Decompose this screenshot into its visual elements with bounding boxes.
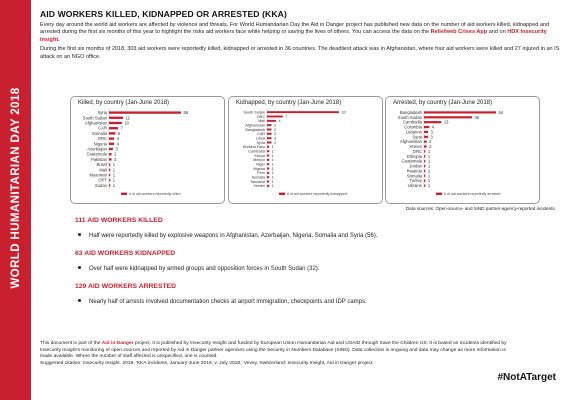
kidnapped-bullet-text: Over half were kidnapped by armed groups and opposition forces in South Sudan (32). (89, 266, 320, 272)
arrested-category-label-colombia: Colombia (404, 124, 422, 130)
intro-text-1a: Every day around the world aid workers are affected by violence and threats. For World Humanitarian Day the Aid in Danger project has published new data on the number of aid workers killed, kidnapped and arrested during the first six months of this year to highlight the risks aid workers face while helping or saving the lives of others. You can access the data on the (40, 22, 550, 36)
killed-category-label-somalia: Somalia (91, 130, 107, 136)
killed-bar-guatemala (109, 153, 112, 155)
kidnapped-category-label-afghanistan: Afghanistan (245, 123, 265, 128)
kidnapped-category-label-libya: Libya (256, 136, 265, 141)
killed-value-label-azerbaijan: 3 (115, 146, 118, 152)
arrested-value-label-jordan: 1 (427, 163, 431, 169)
killed-value-label-brazil: 1 (112, 162, 116, 168)
arrested-bar-yemen (424, 145, 427, 147)
killed-chart-title: Killed, by country (Jan-June 2018) (78, 100, 170, 106)
arrested-bar-bangladesh (424, 111, 496, 113)
killed-value-label-sudan: 1 (112, 182, 116, 188)
kidnapped-value-label-mexico: 1 (271, 158, 274, 163)
arrested-value-label-ukraine: 1 (427, 183, 431, 189)
arrested-value-label-yemen: 2 (429, 144, 432, 150)
killed-bar-car (109, 127, 118, 129)
kidnapped-value-label-niger: 1 (271, 162, 274, 167)
arrested-bar-guatemala (424, 160, 425, 162)
kidnapped-chart-title: Kidnapped, by country (Jan-June 2018) (236, 100, 342, 106)
killed-bar-myanmar (109, 174, 110, 176)
arrested-value-label-afghanistan: 2 (429, 139, 432, 145)
arrested-chart-panel (385, 96, 540, 204)
arrested-category-label-cambodia: Cambodia (402, 119, 422, 125)
killed-bullet (78, 233, 378, 239)
killed-category-label-drc: DRC (97, 136, 107, 142)
kidnapped-category-label-car: CAR (257, 132, 265, 137)
arrested-value-label-somalia: 1 (427, 173, 431, 179)
arrested-bar-ukraine (424, 184, 425, 186)
arrested-value-label-ethiopia: 1 (427, 153, 431, 159)
kidnapped-category-label-niger: Niger (256, 162, 265, 167)
intro-paragraph-2: During the first six months of 2018, 303 aid workers were reportedly killed, kidnapped or arrested in 36 countries. The deadliest attack was in Afghanistan, where four aid workers were killed and 27 injured in an IS attack on an NGO office. (40, 46, 560, 60)
arrested-category-label-bangladesh: Bangladesh (399, 109, 422, 115)
kidnapped-chart (229, 97, 384, 205)
kidnapped-bar-cambodia (267, 150, 269, 152)
arrested-category-label-syria: Syria (412, 134, 422, 140)
bullet-dot (78, 233, 81, 236)
killed-bar-afghanistan (109, 122, 122, 124)
arrested-category-label-rwanda: Rwanda (406, 168, 422, 174)
kidnapped-category-label-drc: DRC (256, 114, 265, 119)
arrested-value-label-rwanda: 1 (427, 168, 431, 174)
footer-text-a: This document is part of the (40, 341, 102, 346)
kidnapped-category-label-kenya: Kenya (254, 153, 265, 158)
arrested-legend-label: # of aid workers reportedly arrested (444, 192, 501, 196)
arrested-category-label-south-sudan: South Sudan (397, 114, 422, 120)
killed-category-label-south-sudan: South Sudan (82, 115, 107, 121)
killed-chart (71, 97, 226, 205)
killed-value-label-myanmar: 1 (112, 172, 116, 178)
kidnapped-chart-panel (228, 96, 383, 204)
killed-category-label-opt: OPT (98, 177, 107, 183)
killed-category-label-mali: Mali (99, 167, 107, 173)
arrested-category-label-lebanon: Lebanon (405, 129, 422, 135)
killed-value-label-south-sudan: 11 (125, 115, 131, 121)
arrested-value-label-guatemala: 1 (427, 158, 431, 164)
kidnapped-bar-kenya (267, 155, 269, 157)
killed-category-label-brazil: Brazil (96, 162, 107, 168)
arrested-category-label-turkey: Turkey (409, 178, 422, 184)
arrested-value-label-drc: 1 (427, 148, 431, 154)
hdx-link[interactable]: HDX Insecurity Insight. (40, 29, 547, 43)
kidnapped-category-label-syria: Syria (256, 140, 265, 145)
arrested-bar-rwanda (424, 170, 425, 172)
kidnapped-bar-syria (267, 142, 272, 144)
arrested-chart (386, 97, 541, 205)
killed-value-label-drc: 4 (116, 136, 119, 142)
killed-category-label-azerbaijan: Azerbaijan (87, 146, 107, 152)
kidnapped-category-label-mali: Mali (258, 119, 265, 124)
killed-value-label-nigeria: 4 (116, 141, 119, 147)
footer-paragraph (40, 341, 510, 361)
kidnapped-value-label-bangladesh: 2 (274, 127, 277, 132)
kidnapped-value-label-libya: 2 (274, 136, 277, 141)
arrested-bar-somalia (424, 175, 425, 177)
kidnapped-bar-mexico (267, 159, 269, 161)
kidnapped-category-label-peru: Peru (257, 171, 265, 176)
arrested-bar-syria (424, 136, 428, 138)
kidnapped-value-label-afghanistan: 2 (274, 123, 277, 128)
arrested-bar-turkey (424, 180, 425, 182)
footer-text (40, 341, 510, 367)
footer-citation: Suggested citation: Insecurity Insight. 2018. 'KKA incidents, January-June 2018, v. July 2018.' Vevey, Switzerland: Insecurity Insight, Aid in Danger project. (40, 360, 374, 366)
kidnapped-heading: 63 AID WORKERS KIDNAPPED (75, 250, 176, 257)
arrested-category-label-somalia: Somalia (406, 173, 422, 179)
page-title: AID WORKERS KILLED, KIDNAPPED OR ARRESTED (KKA) (40, 9, 287, 19)
kidnapped-bar-mali (267, 120, 276, 122)
arrested-bar-ethiopia (424, 155, 425, 157)
arrested-bullet (78, 299, 367, 305)
kidnapped-legend-swatch (279, 193, 285, 195)
arrested-legend-swatch (436, 193, 442, 195)
intro-paragraph-1 (40, 22, 560, 44)
kidnapped-category-label-south-sudan: South Sudan (243, 110, 265, 115)
arrested-value-label-colombia: 4 (431, 124, 435, 130)
kidnapped-bar-nigeria (267, 168, 269, 170)
killed-bar-south-sudan (109, 117, 123, 119)
kidnapped-value-label-tanzania: 1 (271, 179, 274, 184)
arrested-category-label-ethiopia: Ethiopia (406, 153, 422, 159)
killed-value-label-pakistan: 2 (114, 156, 117, 162)
killed-value-label-syria: 56 (183, 110, 189, 116)
arrested-bar-jordan (424, 165, 425, 167)
killed-legend-swatch (121, 193, 127, 195)
kidnapped-value-label-syria: 2 (274, 140, 277, 145)
arrested-category-label-jordan: Jordan (409, 163, 422, 169)
killed-category-label-nigeria: Nigeria (93, 141, 107, 147)
arrested-category-label-ukraine: Ukraine (407, 183, 422, 189)
kidnapped-category-label-burkina-faso: Burkina Faso (243, 145, 265, 150)
arrested-bar-afghanistan (424, 141, 427, 143)
bullet-dot (78, 299, 81, 302)
arrested-value-label-syria: 3 (430, 134, 433, 140)
killed-value-label-afghanistan: 10 (124, 120, 130, 126)
killed-value-label-guatemala: 2 (114, 151, 117, 157)
kidnapped-value-label-nigeria: 1 (271, 166, 274, 171)
arrested-category-label-guatemala: Guatemala (401, 158, 422, 164)
arrested-bar-lebanon (424, 131, 428, 133)
killed-chart-panel (70, 96, 225, 204)
kidnapped-bar-yemen (267, 185, 269, 187)
kidnapped-value-label-car: 2 (274, 132, 277, 137)
hashtag: #NotATarget (497, 372, 556, 383)
kidnapped-value-label-south-sudan: 32 (341, 110, 346, 115)
killed-bar-drc (109, 137, 114, 139)
kidnapped-category-label-tanzania: Tanzania (250, 179, 265, 184)
kidnapped-bar-south-sudan (267, 111, 339, 113)
killed-value-label-opt: 1 (112, 177, 116, 183)
kidnapped-category-label-mexico: Mexico (253, 158, 265, 163)
arrested-bar-cambodia (424, 121, 441, 123)
kidnapped-category-label-yemen: Yemen (253, 184, 265, 189)
kidnapped-value-label-yemen: 1 (271, 184, 274, 189)
sidebar-banner (0, 0, 31, 400)
bullet-dot (78, 266, 81, 269)
kidnapped-bar-bangladesh (267, 129, 272, 131)
killed-bar-sudan (109, 184, 110, 186)
aid-in-danger-link[interactable]: Aid in Danger (101, 341, 134, 346)
kidnapped-bar-niger (267, 163, 269, 165)
footer-text-b: project. It is published by Insecurity Insight and funded by European Union Humanitarian Aid and USAID through Save the Children US. It is based on incidents identified by Insecurity Insight's monitoring of open sources and reported by Aid in Danger partner agencies using the Security in Numbers Database (SiND). Data collection is ongoing and data may change as more information is made available. Where the number of staff affected is unspecified, one is counted. (40, 341, 507, 360)
killed-bar-mali (109, 169, 110, 171)
killed-value-label-mali: 1 (112, 167, 116, 173)
arrested-heading: 129 AID WORKERS ARRESTED (75, 283, 177, 290)
killed-category-label-afghanistan: Afghanistan (84, 120, 107, 126)
killed-bar-syria (109, 111, 181, 113)
kidnapped-bar-burkina-faso (267, 146, 269, 148)
killed-value-label-car: 7 (120, 125, 123, 131)
arrested-value-label-turkey: 1 (427, 178, 431, 184)
killed-category-label-car: CAR (98, 125, 107, 131)
sidebar-label: WORLD HUMANITARIAN DAY 2018 (9, 87, 22, 289)
kidnapped-bar-peru (267, 172, 269, 174)
intro-text (40, 22, 560, 63)
arrested-value-label-lebanon: 3 (430, 129, 433, 135)
kidnapped-bar-libya (267, 137, 272, 139)
killed-value-label-somalia: 5 (117, 130, 121, 136)
killed-bar-nigeria (109, 143, 114, 145)
kidnapped-category-label-bangladesh: Bangladesh (245, 127, 265, 132)
kidnapped-bar-tanzania (267, 181, 269, 183)
killed-bar-pakistan (109, 158, 112, 160)
kidnapped-category-label-cambodia: Cambodia (248, 149, 265, 154)
kidnapped-bullet (78, 266, 319, 272)
killed-category-label-guatemala: Guatemala (86, 151, 107, 157)
killed-category-label-myanmar: Myanmar (89, 172, 107, 178)
kidnapped-value-label-cambodia: 1 (271, 149, 274, 154)
killed-heading: 111 AID WORKERS KILLED (75, 217, 163, 224)
intro-text-1b: and on (487, 29, 508, 36)
killed-bar-brazil (109, 163, 110, 165)
arrested-category-label-afghanistan: Afghanistan (399, 139, 422, 145)
kidnapped-value-label-somalia: 1 (271, 175, 274, 180)
kidnapped-legend-label: # of aid workers reportedly kidnapped (287, 192, 347, 196)
arrested-category-label-yemen: Yemen (409, 144, 422, 150)
arrested-bullet-text: Nearly half of arrests involved documentation checks at airport immigration, checkpoints and IDP camps. (89, 299, 367, 305)
kidnapped-bar-afghanistan (267, 124, 272, 126)
kidnapped-value-label-mali: 4 (278, 119, 281, 124)
data-sources-note: Data sources: Open-source- and SiND partner-agency-reported incidents. (405, 206, 556, 211)
reliefweb-link[interactable]: Reliefweb Crises App (430, 29, 488, 36)
arrested-chart-title: Arrested, by country (Jan-June 2018) (393, 100, 493, 106)
kidnapped-bar-car (267, 133, 272, 135)
kidnapped-category-label-somalia: Somalia (251, 175, 265, 180)
killed-bar-opt (109, 179, 110, 181)
arrested-bar-drc (424, 150, 425, 152)
killed-category-label-pakistan: Pakistan (90, 156, 107, 162)
kidnapped-value-label-peru: 1 (271, 171, 274, 176)
killed-category-label-syria: Syria (97, 110, 107, 116)
kidnapped-bar-drc (267, 116, 283, 118)
killed-bar-azerbaijan (109, 148, 113, 150)
arrested-value-label-cambodia: 13 (443, 119, 449, 125)
killed-bar-somalia (109, 132, 115, 134)
kidnapped-value-label-drc: 7 (285, 114, 288, 119)
killed-bullet-text: Half were reportedly killed by explosive weapons in Afghanistan, Azerbaijan, Nigeria, Somalia and Syria (56). (89, 233, 378, 239)
kidnapped-value-label-kenya: 1 (271, 153, 274, 158)
arrested-value-label-bangladesh: 54 (498, 109, 504, 115)
killed-legend-label: # of aid workers reportedly killed (129, 192, 181, 196)
arrested-value-label-south-sudan: 36 (474, 114, 480, 120)
kidnapped-bar-somalia (267, 176, 269, 178)
arrested-bar-south-sudan (424, 116, 472, 118)
kidnapped-value-label-burkina-faso: 1 (271, 145, 274, 150)
arrested-bar-colombia (424, 126, 429, 128)
kidnapped-category-label-nigeria: Nigeria (253, 166, 265, 171)
killed-category-label-sudan: Sudan (94, 182, 107, 188)
arrested-category-label-drc: DRC (412, 148, 422, 154)
